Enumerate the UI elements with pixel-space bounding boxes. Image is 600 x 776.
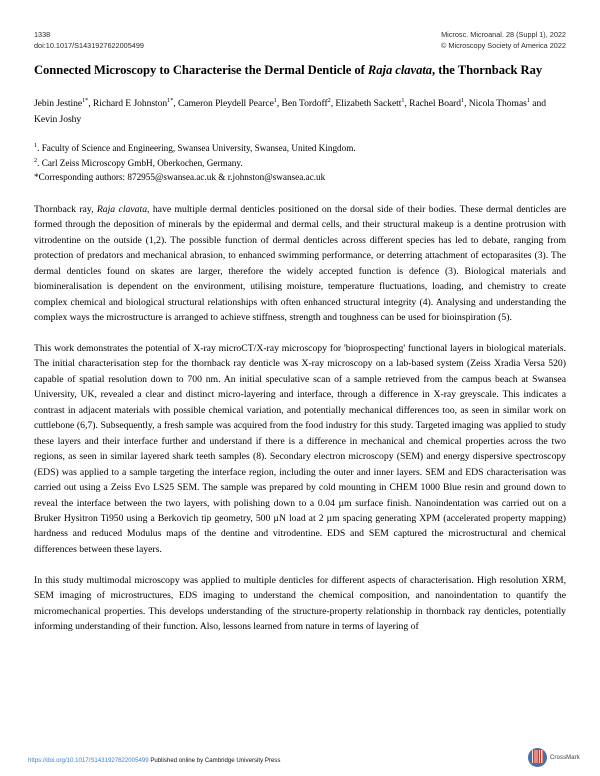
paragraph-1-species-name: Raja clavata <box>96 203 148 215</box>
author-list: Jebin Jestine$^{1*}$, Richard E Johnston$^{1*}$, Cameron Pleydell Pearce$^1$, Ben Tordoff$^2$, Elizabeth Sackett$^1$, Rachel Board$^1$, Nicola Thomas$^1$ and Kevin Joshy <box>34 96 546 125</box>
running-head-right <box>441 30 566 51</box>
page-number: 1338 <box>34 30 51 39</box>
paragraph-1 <box>34 202 566 326</box>
doi-link[interactable]: https://doi.org/10.1017/S1431927622005499 <box>28 757 149 764</box>
corresponding-authors: *Corresponding authors: 872955@swansea.ac.uk & r.johnston@swansea.ac.uk <box>34 172 326 183</box>
footer <box>28 757 280 765</box>
running-head <box>0 30 600 51</box>
running-head-left <box>34 30 144 51</box>
paragraph-1-text-b: , have multiple dermal denticles positioned on the dorsal side of their bodies. These dermal denticles are formed through the deposition of minerals by the epidermal and dermal cells, and their structural makeup is a dentine protrusion with vitrodentine on the outside (1,2). The possible function of dermal denticles across different species has led to debate, ranging from protection of predators and mechanical abrasion, to enhanced swimming performance, or deterring attachment of ectoparasites (3). The dermal denticles found on skates are larger, therefore the widely accepted function is defence (3). Biological materials and biomineralisation is dependent on the environment, utilising moisture, temperature fluctuations, loading, and chemistry to create complex chemical and biological structural relationships with often enhanced structural integrity (4). Analysing and understanding the complex ways the microstructure is arranged to achieve stiffness, strength and toughness can be used for bioinspiration (5). <box>34 203 567 324</box>
page-title <box>34 62 566 79</box>
journal-citation: Microsc. Microanal. 28 (Suppl 1), 2022 <box>441 30 566 39</box>
published-by-text: Published online by Cambridge University Press <box>148 757 281 764</box>
article-body <box>34 202 566 635</box>
affiliations-block <box>34 141 566 185</box>
paragraph-1-text-a: Thornback ray, <box>34 203 97 215</box>
crossmark-icon <box>528 748 547 767</box>
content-column <box>34 62 566 635</box>
affiliation-1: $^1$. Faculty of Science and Engineering, Swansea University, Swansea, United Kingdom. <box>34 142 356 154</box>
doi-line: doi:10.1017/S1431927622005499 <box>34 40 144 50</box>
crossmark-badge[interactable] <box>528 748 580 767</box>
crossmark-label: CrossMark <box>550 754 580 761</box>
title-text-part2: , the Thornback Ray <box>432 63 543 77</box>
title-text-part1: Connected Microscopy to Characterise the Dermal Denticle of <box>34 63 368 77</box>
affiliation-2: $^2$. Carl Zeiss Microscopy GmbH, Oberkochen, Germany. <box>34 156 243 168</box>
copyright-line: © Microscopy Society of America 2022 <box>440 40 566 50</box>
title-species-name: Raja clavata <box>367 63 433 77</box>
paragraph-2: This work demonstrates the potential of X-ray microCT/X-ray microscopy for 'bioprospecting' functional layers in biological materials. The initial characterisation step for the thornback ray denticle was X-ray microscopy on a lab-based system (Zeiss Xradia Versa 520) capable of spatial resolution down to 700 nm. An initial speculative scan of a sample retrieved from the campus beach at Swansea University, UK, revealed a clear and distinct micro-layering and interface, through a difference in X-ray greyscale. This indicates a contrast in adjacent materials with possible chemical variation, and potentially mechanical differences too, as seen in similar work on cuttlebone (6,7). Subsequently, a fresh sample was acquired from the food industry for this study. Targeted imaging was applied to study these layers and their interface further and understand if there is a difference in mechanical and chemical properties across the two regions, as seen in similar layered shark teeth samples (8). Secondary electron microscopy (SEM) and energy dispersive spectroscopy (EDS) was applied to a sample targeting the interface region, including the outer and inner layers. SEM and EDS characterisation was carried out using a Zeiss Evo LS25 SEM. The sample was prepared by cold mounting in CHEM 1000 Blue resin and ground down to reveal the interface between the two layers, with polishing down to a 0.04 µm surface finish. Nanoindentation was carried out on a Bruker Hysitron Ti950 using a Berkovich tip geometry, 500 µN load at 2 µm spacing generating XPM (accelerated property mapping) hardness and reduced Modulus maps of the dentine and vitrodentine. EDS and SEM captured the microstructural and chemical differences between these layers. <box>34 342 566 555</box>
paragraph-3: In this study multimodal microscopy was applied to multiple denticles for different aspects of characterisation. High resolution XRM, SEM imaging of microstructures, EDS imaging to understand the chemical composition, and nanoindentation to quantify the micromechanical properties. This develops understanding of the structure-property relationship in thornback ray denticles, potentially informing understanding of their function. Also, lessons learned from nature in terms of layering of <box>34 574 566 633</box>
